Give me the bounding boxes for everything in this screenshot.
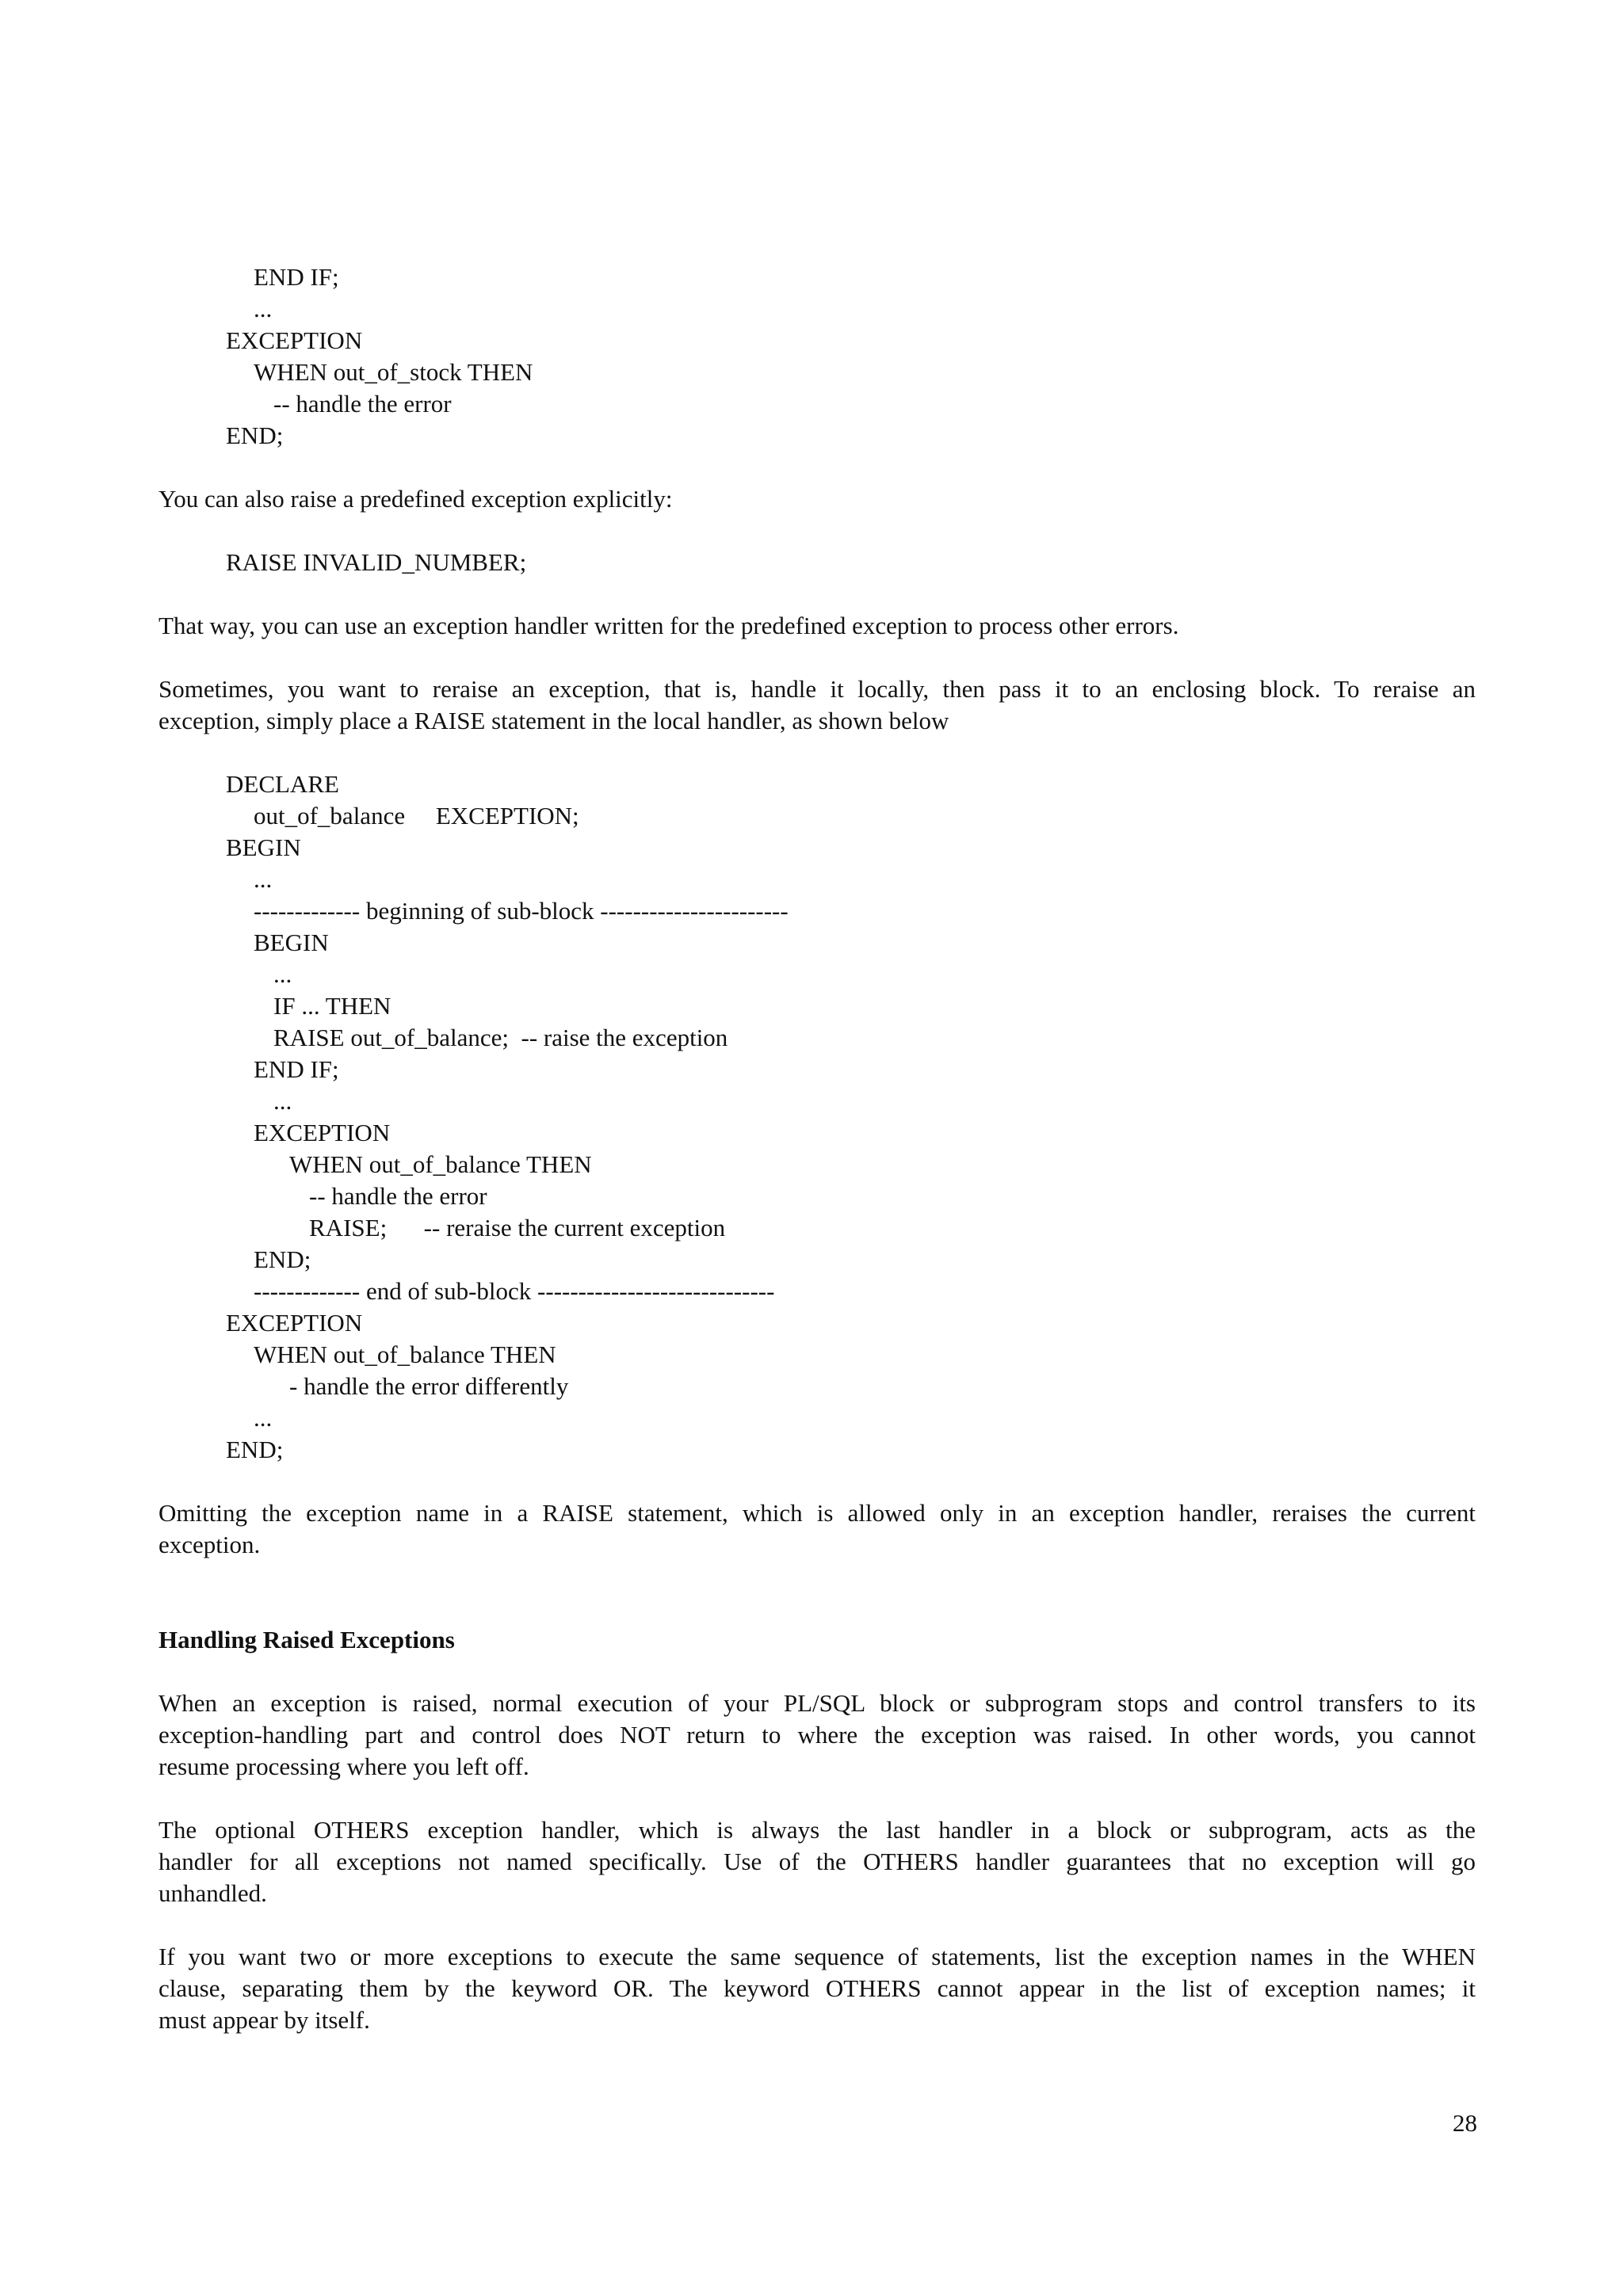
code-line: WHEN out_of_balance THEN	[289, 1150, 592, 1178]
code-line: END IF;	[254, 263, 339, 291]
paragraph-that-way: That way, you can use an exception handler written for the predefined exception to process other errors.	[158, 612, 1179, 639]
code-line: EXCEPTION	[226, 326, 363, 354]
page-number: 28	[1453, 2109, 1477, 2137]
paragraph-others	[158, 1814, 1476, 1909]
paragraph-omitting	[158, 1497, 1476, 1561]
paragraph-line: Omitting the exception name in a RAISE statement, which is allowed only in an exception handler, reraises the current	[158, 1499, 1476, 1527]
code-line: WHEN out_of_balance THEN	[254, 1341, 556, 1368]
code-line: - handle the error differently	[289, 1372, 569, 1400]
paragraph-line: resume processing where you left off.	[158, 1753, 529, 1780]
paragraph-raise-predefined: You can also raise a predefined exception explicitly:	[158, 485, 673, 513]
paragraph-line: must appear by itself.	[158, 2006, 370, 2034]
code-line: ------------- beginning of sub-block -----------------------	[254, 897, 789, 925]
code-line: IF ... THEN	[273, 992, 391, 1020]
code-line: ...	[254, 865, 273, 893]
code-line: WHEN out_of_stock THEN	[254, 358, 533, 386]
code-line: RAISE out_of_balance; -- raise the exception	[273, 1024, 728, 1051]
paragraph-line: Sometimes, you want to reraise an exception, that is, handle it locally, then pass it to an enclosing block. To reraise an	[158, 675, 1476, 703]
code-line: BEGIN	[254, 929, 329, 956]
code-line: END;	[226, 1436, 284, 1463]
code-line: BEGIN	[226, 833, 301, 861]
paragraph-line: unhandled.	[158, 1879, 267, 1907]
code-line: END IF;	[254, 1055, 339, 1083]
code-line: END;	[254, 1245, 311, 1273]
code-line: DECLARE	[226, 770, 339, 798]
paragraph-when-raised	[158, 1688, 1476, 1783]
code-line: RAISE; -- reraise the current exception	[309, 1214, 726, 1241]
section-heading: Handling Raised Exceptions	[158, 1626, 455, 1653]
code-line: ...	[273, 1087, 292, 1115]
paragraph-line: If you want two or more exceptions to execute the same sequence of statements, list the exception names in the WHEN	[158, 1943, 1476, 1970]
paragraph-reraise	[158, 673, 1476, 737]
code-line: EXCEPTION	[254, 1119, 391, 1146]
code-line: EXCEPTION	[226, 1309, 363, 1337]
code-line: ------------- end of sub-block -----------------------------	[254, 1277, 775, 1305]
code-line: END;	[226, 421, 284, 449]
paragraph-line: exception-handling part and control does NOT return to where the exception was raised. In other words, you cannot	[158, 1721, 1476, 1749]
paragraph-line: When an exception is raised, normal execution of your PL/SQL block or subprogram stops and control transfers to its	[158, 1689, 1476, 1717]
code-line: out_of_balance EXCEPTION;	[254, 802, 579, 830]
paragraph-line: clause, separating them by the keyword OR. The keyword OTHERS cannot appear in the list of exception names; it	[158, 1974, 1476, 2002]
paragraph-two-or-more	[158, 1941, 1476, 2036]
paragraph-line: The optional OTHERS exception handler, which is always the last handler in a block or subprogram, acts as the	[158, 1816, 1476, 1844]
paragraph-line: handler for all exceptions not named specifically. Use of the OTHERS handler guarantees that no exception will go	[158, 1848, 1476, 1875]
code-line: -- handle the error	[309, 1182, 487, 1210]
paragraph-line: exception.	[158, 1531, 261, 1558]
code-raise-invalid-number: RAISE INVALID_NUMBER;	[226, 548, 527, 576]
code-line: ...	[254, 295, 273, 322]
code-line: ...	[273, 960, 292, 988]
paragraph-line: exception, simply place a RAISE statement in the local handler, as shown below	[158, 707, 949, 734]
code-line: -- handle the error	[273, 390, 452, 418]
code-line: ...	[254, 1404, 273, 1432]
